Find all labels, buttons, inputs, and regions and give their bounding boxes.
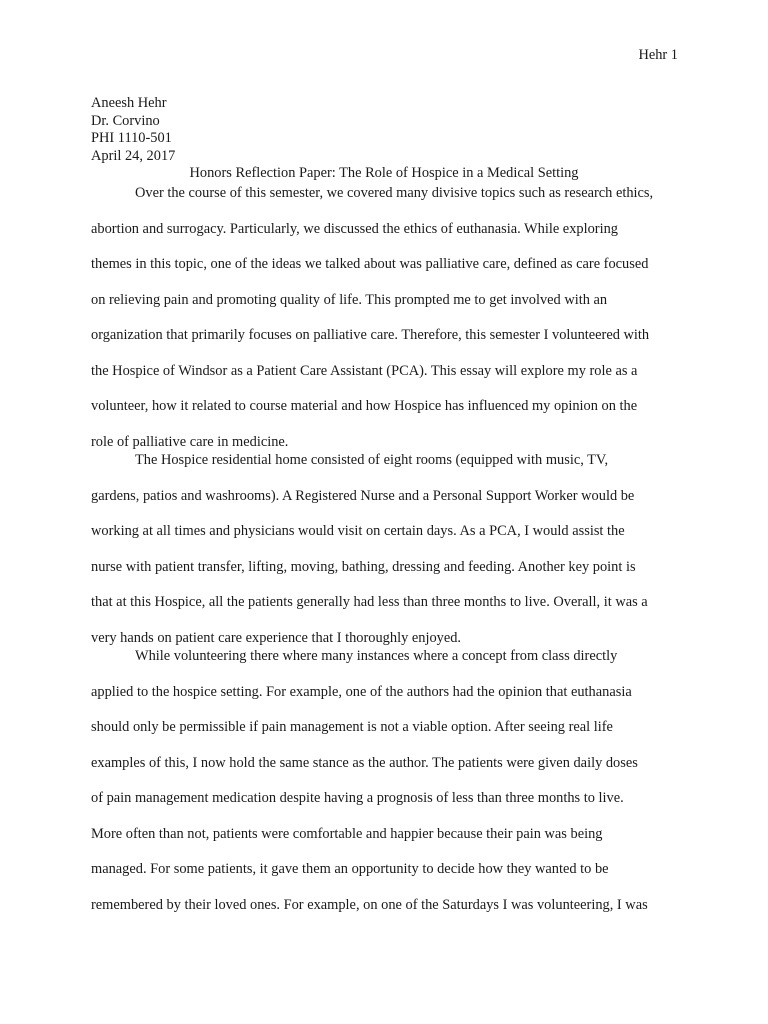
paragraph-line: role of palliative care in medicine. (91, 433, 289, 450)
paper-date: April 24, 2017 (91, 147, 176, 164)
paragraph-2 (91, 451, 677, 664)
paragraph-line: very hands on patient care experience that I thoroughly enjoyed. (91, 629, 462, 646)
paragraph-line: working at all times and physicians would visit on certain days. As a PCA, I would assist the (91, 523, 625, 539)
paragraph-line: More often than not, patients were comfortable and happier because their pain was being (91, 825, 603, 842)
paragraph-line: applied to the hospice setting. For example, one of the authors had the opinion that euthanasia (91, 683, 632, 700)
paragraph-line: should only be permissible if pain management is not a viable option. After seeing real life (91, 719, 613, 735)
paragraph-line: on relieving pain and promoting quality of life. This prompted me to get involved with an (91, 291, 608, 308)
paper-title: Honors Reflection Paper: The Role of Hospice in a Medical Setting (189, 165, 579, 181)
paragraph-line: the Hospice of Windsor as a Patient Care Assistant (PCA). This essay will explore my role as a (91, 362, 638, 379)
paragraph-line: While volunteering there where many instances where a concept from class directly (135, 648, 618, 664)
paragraph-line: Over the course of this semester, we covered many divisive topics such as research ethics, (135, 185, 654, 201)
paragraph-line: examples of this, I now hold the same stance as the author. The patients were given daily doses (91, 754, 638, 771)
paragraph-line: The Hospice residential home consisted of eight rooms (equipped with music, TV, (135, 452, 609, 468)
paragraph-line: gardens, patios and washrooms). A Registered Nurse and a Personal Support Worker would be (91, 487, 635, 504)
paragraph-line: that at this Hospice, all the patients generally had less than three months to live. Overall, it was a (91, 594, 648, 610)
paragraph-line: nurse with patient transfer, lifting, moving, bathing, dressing and feeding. Another key point is (91, 558, 636, 575)
paragraph-line: volunteer, how it related to course material and how Hospice has influenced my opinion on the (91, 398, 638, 414)
mla-heading (91, 95, 175, 165)
instructor-name: Dr. Corvino (91, 112, 160, 129)
paragraph-1 (91, 184, 677, 468)
course-code: PHI 1110-501 (91, 130, 172, 146)
paragraph-line: abortion and surrogacy. Particularly, we discussed the ethics of euthanasia. While exploring (91, 220, 618, 237)
page-header: Hehr 1 (638, 47, 678, 63)
paragraph-line: remembered by their loved ones. For example, on one of the Saturdays I was volunteering, I was (91, 896, 648, 913)
paragraph-line: of pain management medication despite having a prognosis of less than three months to live. (91, 790, 624, 806)
paragraph-3 (91, 647, 677, 931)
paragraph-line: themes in this topic, one of the ideas we talked about was palliative care, defined as care focused (91, 256, 649, 272)
paragraph-line: organization that primarily focuses on palliative care. Therefore, this semester I volunteered with (91, 327, 650, 343)
author-name: Aneesh Hehr (91, 95, 167, 111)
paragraph-line: managed. For some patients, it gave them an opportunity to decide how they wanted to be (91, 861, 609, 877)
